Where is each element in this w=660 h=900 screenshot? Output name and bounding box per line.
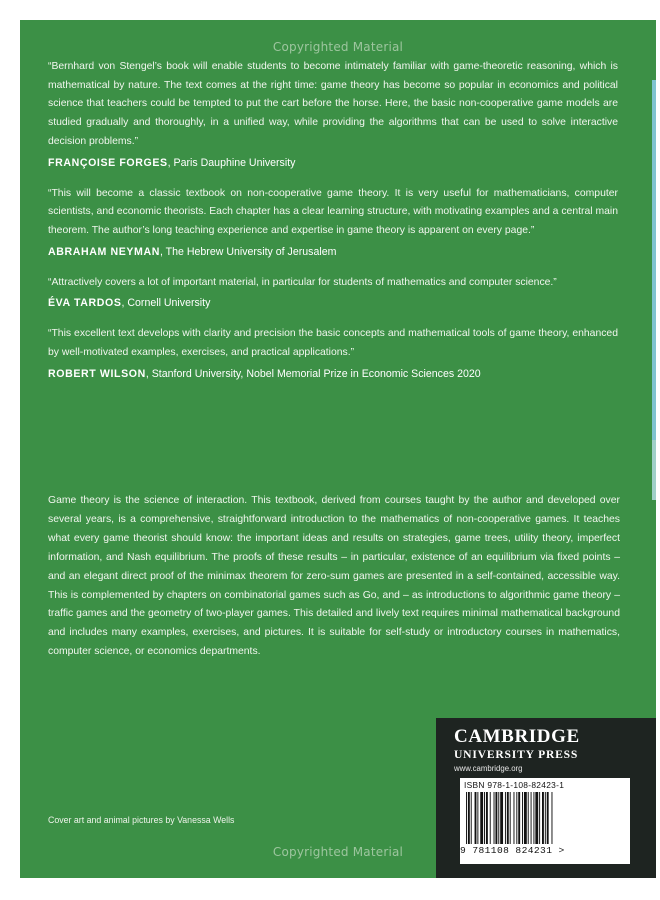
endorser-name: ÉVA TARDOS — [48, 297, 122, 310]
barcode-bar — [490, 792, 491, 844]
endorsement-attribution — [48, 155, 618, 171]
endorsement — [48, 325, 618, 381]
endorsement-quote: “This excellent text develops with clarity and precision the basic concepts and mathematical tools of game theory, enhanced by well-motivated examples, exercises, and practical applications.” — [48, 328, 618, 359]
endorser-name: ROBERT WILSON — [48, 367, 146, 380]
isbn-text: ISBN 978-1-108-82423-1 — [464, 780, 565, 790]
endorsement — [48, 274, 618, 312]
endorsement-attribution — [48, 366, 618, 382]
publisher-block — [436, 718, 656, 878]
barcode-bar — [507, 792, 509, 844]
barcode-bar — [477, 792, 478, 844]
endorsement-quote: “This will become a classic textbook on non-cooperative game theory. It is very useful for mathematicians, computer scientists, and economic theorists. Each chapter has a clear learning structure, with motivating examples and a central main theorem. The author’s long teaching experience and expertise in game theory is apparent on every page.” — [48, 187, 618, 236]
barcode-bar — [535, 792, 538, 844]
book-description: Game theory is the science of interaction. This textbook, derived from courses taught by the author and developed over several years, is a comprehensive, straightforward introduction to the mathematics of non-cooperative games. It teaches what every game theorist should know: the important ideas and results on strategies, game trees, utility theory, imperfect information, and Nash equilibrium. The proofs of these results – in particular, existence of an equilibrium via fixed points – and an elegant direct proof of the minimax theorem for zero-sum games are presented in a self-contained, accessible way. This is complemented by chapters on combinatorial games such as Go, and – as introductions to algorithmic game theory – traffic games and the geometry of two-player games. This detailed and lively text requires minimal mathematical background and includes many examples, exercises, and pictures. It is suitable for self-study or introductory courses in mathematics, computer science, or economics departments. — [48, 495, 620, 658]
barcode-bar — [471, 792, 472, 844]
publisher-url: www.cambridge.org — [454, 764, 523, 773]
endorser-affiliation: , The Hebrew University of Jerusalem — [159, 245, 337, 258]
barcode-bar — [484, 792, 485, 844]
barcode-bar — [510, 792, 511, 844]
endorsement-quote: “Bernhard von Stengel’s book will enable students to become intimately familiar with game-theoretic reasoning, which is mathematical by nature. The text comes at the right time: game theory has become so popular in economics and political science that teachers could be tempted to put the cart before the horse. Here, the basic non-cooperative game models are studied gradually and thoroughly, in a unified way, while providing the algorithms that can be used to solve interactive decision problems.” — [48, 61, 618, 147]
barcode-bar — [498, 792, 499, 844]
barcode-bar — [516, 792, 517, 844]
barcode-bar — [475, 792, 477, 844]
barcode-bar — [480, 792, 483, 844]
barcode-bar — [524, 792, 527, 844]
publisher-logo-name: CAMBRIDGE — [454, 726, 580, 747]
barcode-bar — [542, 792, 544, 844]
barcode-bar — [522, 792, 523, 844]
barcode-bar — [539, 792, 540, 844]
cover-edge-accent-lower — [652, 440, 656, 500]
barcode-bar — [486, 792, 488, 844]
barcode-bar — [514, 792, 515, 844]
barcode-bar — [495, 792, 497, 844]
endorsement — [48, 58, 618, 171]
barcode-bar — [547, 792, 549, 844]
endorser-affiliation: , Cornell University — [121, 297, 211, 310]
endorsement-attribution — [48, 244, 618, 260]
barcode-bar — [518, 792, 520, 844]
barcode — [460, 778, 630, 864]
barcode-bars — [466, 792, 616, 844]
watermark-bottom: Copyrighted Material — [272, 845, 404, 859]
barcode-bar — [533, 792, 534, 844]
publisher-logo-subtitle: UNIVERSITY PRESS — [454, 748, 579, 761]
barcode-bar — [466, 792, 467, 844]
barcode-bar — [505, 792, 506, 844]
barcode-bar — [494, 792, 495, 844]
watermark-top: Copyrighted Material — [272, 40, 404, 54]
barcode-bar — [531, 792, 532, 844]
barcode-bar — [468, 792, 470, 844]
endorsement-attribution — [48, 295, 618, 311]
endorsement — [48, 185, 618, 260]
barcode-bar — [545, 792, 546, 844]
endorser-name: ABRAHAM NEYMAN — [48, 245, 160, 258]
endorser-affiliation: , Stanford University, Nobel Memorial Prize in Economic Sciences 2020 — [145, 367, 481, 380]
back-cover — [20, 20, 656, 878]
barcode-bar — [552, 792, 553, 844]
endorser-name: FRANÇOISE FORGES — [48, 156, 168, 169]
cover-art-credit: Cover art and animal pictures by Vanessa Wells — [48, 815, 235, 825]
endorser-affiliation: , Paris Dauphine University — [167, 156, 296, 169]
barcode-digits: 9 781108 824231 > — [460, 845, 565, 856]
endorsement-quote: “Attractively covers a lot of important material, in particular for students of mathematics and computer science.” — [48, 276, 557, 288]
barcode-bar — [528, 792, 529, 844]
barcode-bar — [500, 792, 503, 844]
cover-edge-accent — [652, 80, 656, 440]
endorsements — [48, 58, 618, 396]
